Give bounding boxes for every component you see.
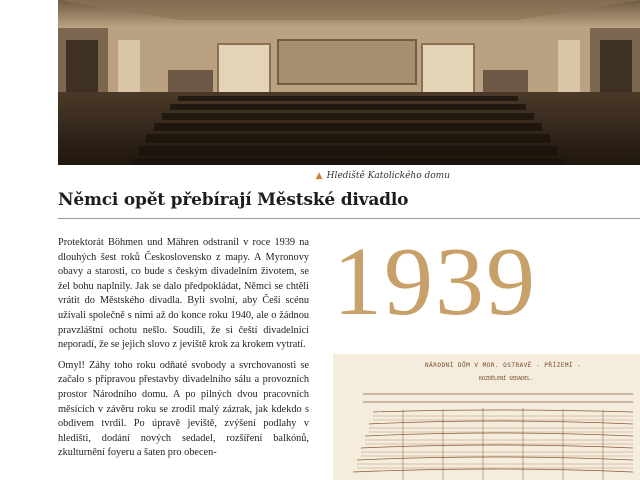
paragraph: Protektorát Böhmen und Mähren odstranil v roce 1939 na dlouhých šest roků Československo z mapy. A Myronovy obavy a starosti, co bude s českým divadelním životem, se žel bohu naplnily. Jak se dalo předpokládat, Němci se chtěli vrátit do Městského divadla. Byli svolní, aby Češi scénu užívali společně s nimi až do konce roku 1940, ale o žádnou pravzláštní ochotu nešlo. Soudili, že si čeští divadelníci neporadí, že se jejich slovo z jeviště krok za krokem vytratí. <box>58 237 309 351</box>
auditorium-photo <box>58 0 640 165</box>
article-title: Němci opět přebírají Městské divadlo <box>58 190 409 210</box>
triangle-icon: ▲ <box>315 171 323 181</box>
article-body <box>58 236 309 467</box>
photo-caption-text: Hlediště Katolického domu <box>326 171 450 181</box>
plan-title: NÁRODNÍ DŮM V MOR. OSTRAVĚ - PŘÍZEMÍ - <box>425 362 582 369</box>
photo-caption <box>316 171 450 181</box>
paragraph: Omyl! Záhy toho roku odňaté svobody a svrchovanosti se začalo s přípravou přestavby divadelního sálu a provozních prostor Národního domu. A po pilných dvou pracovních měsících v závěru roku se zrodil malý zázrak, jak kdekdo s obdivem tvrdil. Po úpravě jeviště, zvýšení podlahy v hledišti, dodání nových sedadel, rozšíření balkónů, zkulturnění foyeru a šaten pro obecen- <box>58 359 309 459</box>
plan-subtitle: ROZDĚLENÍ SEDADEL. <box>479 376 534 382</box>
title-divider <box>58 218 640 219</box>
seating-plan <box>333 354 640 480</box>
year-heading: 1939 <box>333 228 537 336</box>
